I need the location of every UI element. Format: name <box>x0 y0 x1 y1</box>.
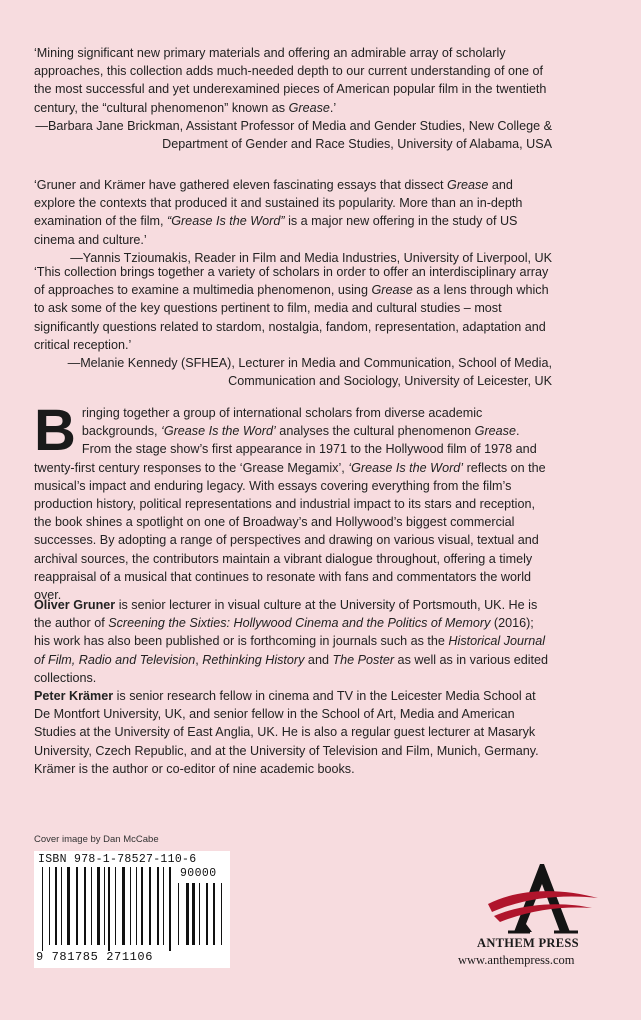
quote-attribution: —Yannis Tzioumakis, Reader in Film and Media Industries, University of Liverpool, UK <box>70 250 552 265</box>
quote-text: ‘This collection brings together a variety of scholars in order to offer an interdisciplinary array of approaches to examine a multimedia phenomenon, using Grease as a lens through which to ask some of the key questions pertinent to film, media and cultural studies – most significantly questions related to stardom, nostalgia, fandom, representation, adaptation and critical reception.’ <box>34 265 549 352</box>
barcode-bar <box>186 883 189 945</box>
barcode-bar <box>141 867 143 945</box>
barcode-bar <box>178 883 179 945</box>
barcode-bar <box>67 867 70 945</box>
author-bio-1 <box>34 596 552 687</box>
book-description <box>34 398 552 604</box>
barcode-bar <box>136 867 137 945</box>
barcode-bar <box>213 883 215 945</box>
publisher-url[interactable]: www.anthempress.com <box>458 953 575 967</box>
barcode-bar <box>104 867 105 945</box>
description-text: ringing together a group of international scholars from diverse academic backgrounds, ‘Grease Is the Word’ analyses the cultural phenomenon Grease. From the stage show’s first appearance in 1971 to the Hollywood film of 1978 and twenty-first century responses to the ‘Grease Megamix’, ‘Grease Is the Word’ reflects on the musical’s impact and enduring legacy. With essays covering everything from the film’s production history, political representations and industrial impact to its stars and reception, the book shines a spotlight on one of Broadway’s and Hollywood’s biggest commercial successes. By adopting a range of perspectives and drawing on various visual, textual and archival sources, the contributors maintain a vibrant dialogue throughout, offering a timely reappraisal of a musical that continues to resonate with fans and commentators the world over. <box>34 406 546 603</box>
barcode-bar <box>91 867 92 945</box>
barcode-bar <box>97 867 100 945</box>
quote-attribution: Department of Gender and Race Studies, University of Alabama, USA <box>162 137 552 152</box>
barcode-bar <box>115 867 116 945</box>
anthem-press-logo-icon <box>470 858 610 938</box>
cover-credit: Cover image by Dan McCabe <box>34 834 159 845</box>
author-name: Peter Krämer <box>34 689 114 703</box>
isbn-label: ISBN 978-1-78527-110-6 <box>38 853 197 866</box>
barcode-bar <box>49 867 50 945</box>
author-name: Oliver Gruner <box>34 598 116 612</box>
barcode-bar <box>55 867 57 945</box>
barcode-bar <box>42 867 43 951</box>
barcode-bar <box>76 867 78 945</box>
quote-text: ‘Mining significant new primary materials and offering an admirable array of scholarly approaches, this collection adds much-needed depth to our current understanding of one of the most successful and yet underexamined pieces of American popular film in the twentieth century, the “cultural phenomenon” known as Grease.’ <box>34 46 547 115</box>
quote-text: ‘Gruner and Krämer have gathered eleven fascinating essays that dissect Grease and explore the contexts that produced it and sustained its popularity. More than an in-depth examination of the film, “Grease Is the Word” is a major new offering in the study of US cinema and culture.’ <box>34 178 523 247</box>
ean-barcode-bars <box>42 867 172 951</box>
bio-text: is senior research fellow in cinema and TV in the Leicester Media School at De Montfort University, UK, and senior fellow in the School of Art, Media and American Studies at the University of East Anglia, UK. He is also a regular guest lecturer at Masaryk University, Czech Republic, and at the University of Television and Film, Munich, Germany. Krämer is the author or co-editor of nine academic books. <box>34 689 539 776</box>
review-quote-2 <box>34 176 552 267</box>
drop-cap: B <box>34 398 76 463</box>
barcode-bar <box>169 867 171 951</box>
quote-attribution: Communication and Sociology, University of Leicester, UK <box>228 374 552 389</box>
bio-text: is senior lecturer in visual culture at the University of Portsmouth, UK. He is the author of Screening the Sixties: Hollywood Cinema and the Politics of Memory (2016); his work has also been published or is forthcoming in journals such as the Historical Journal of Film, Radio and Television, Rethinking History and The Poster as well as in various edited collections. <box>34 598 549 685</box>
author-bio-2 <box>34 687 552 778</box>
barcode-bar <box>192 883 195 945</box>
quote-attribution: —Barbara Jane Brickman, Assistant Professor of Media and Gender Studies, New College & <box>35 118 552 133</box>
barcode-bar <box>61 867 62 945</box>
barcode-bar <box>206 883 208 945</box>
review-quote-1 <box>34 44 552 153</box>
barcode-bar <box>84 867 86 945</box>
barcode-bar <box>122 867 125 945</box>
barcode-bar <box>157 867 159 945</box>
barcode-bar <box>108 867 110 951</box>
quote-attribution: —Melanie Kennedy (SFHEA), Lecturer in Media and Communication, School of Media, <box>67 356 552 371</box>
price-addon-number: 90000 <box>180 867 217 880</box>
barcode-bar <box>149 867 151 945</box>
barcode-bar <box>199 883 200 945</box>
barcode-bar <box>130 867 131 945</box>
barcode-bar <box>163 867 164 945</box>
isbn-barcode <box>34 851 230 968</box>
publisher-name: ANTHEM PRESS <box>477 936 579 950</box>
barcode-bar <box>221 883 222 945</box>
review-quote-3 <box>34 263 552 390</box>
ean-number: 9 781785 271106 <box>36 950 154 964</box>
addon-barcode-bars <box>178 883 224 951</box>
